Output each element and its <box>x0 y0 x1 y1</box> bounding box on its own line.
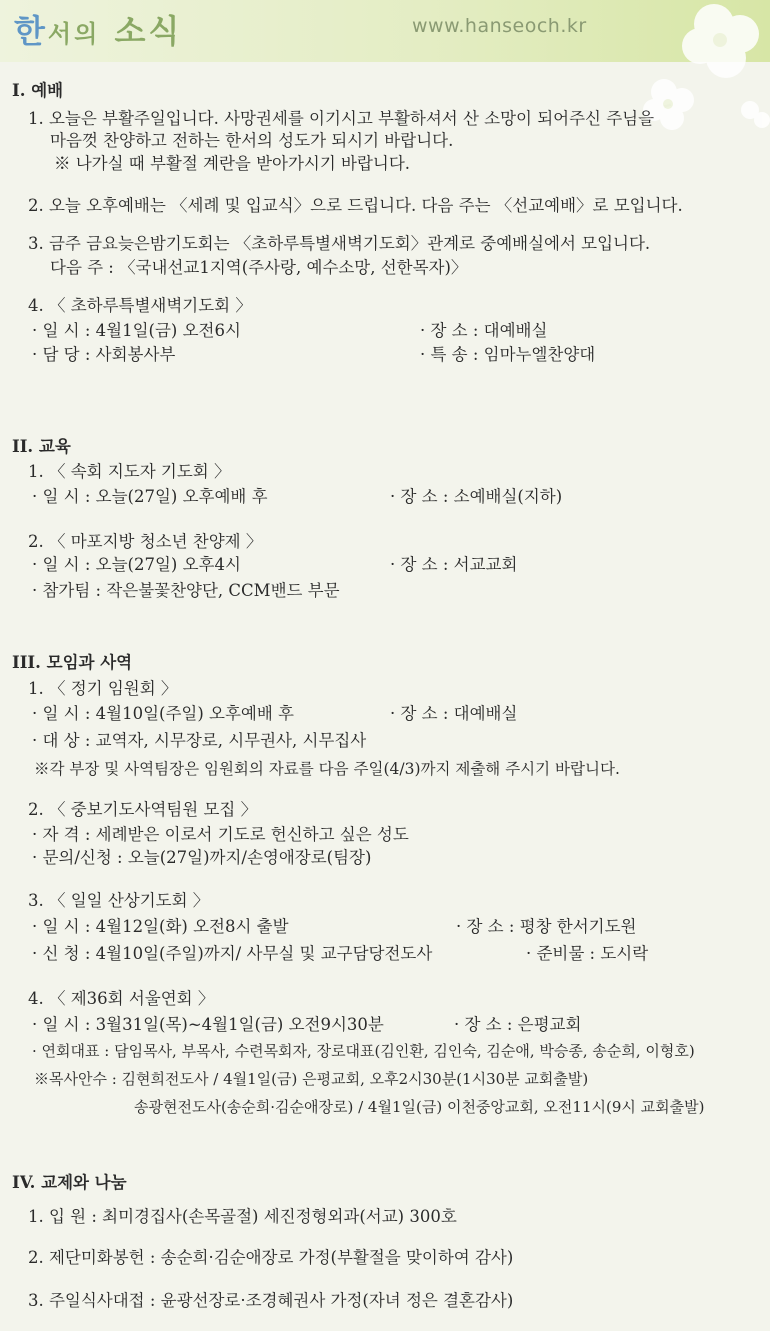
detail-line: · 참가팀 : 작은불꽃찬양단, CCM밴드 부문 <box>32 581 340 600</box>
list-item-heading: 3. 〈 일일 산상기도회 〉 <box>28 891 210 910</box>
detail-line: · 장 소 : 소예배실(지하) <box>390 487 563 506</box>
list-item: 3. 금주 금요늦은밤기도회는 〈초하루특별새벽기도회〉관계로 중예배실에서 모입니다. <box>28 234 651 253</box>
detail-line: · 일 시 : 3월31일(목)~4월1일(금) 오전9시30분 <box>32 1015 384 1034</box>
title-middle: 서의 <box>47 20 101 48</box>
list-item: 다음 주 : 〈국내선교1지역(주사랑, 예수소망, 선한목자)〉 <box>50 258 468 277</box>
detail-line: · 자 격 : 세례받은 이로서 기도로 헌신하고 싶은 성도 <box>32 825 409 844</box>
detail-line: · 준비물 : 도시락 <box>526 944 649 963</box>
section-title-fellowship: IV. 교제와 나눔 <box>12 1173 127 1192</box>
detail-line: · 장 소 : 대예배실 <box>390 704 518 723</box>
list-item-heading: 2. 〈 중보기도사역팀원 모집 〉 <box>28 800 258 819</box>
detail-line: · 특 송 : 임마누엘찬양대 <box>420 345 596 364</box>
list-item: 마음껏 찬양하고 전하는 한서의 성도가 되시기 바랍니다. <box>50 131 454 150</box>
list-item-heading: 4. 〈 초하루특별새벽기도회 〉 <box>28 296 252 315</box>
list-item-heading: 4. 〈 제36회 서울연회 〉 <box>28 989 215 1008</box>
list-item: 2. 오늘 오후예배는 〈세례 및 입교식〉으로 드립니다. 다음 주는 〈선교예배〉로 모입니다. <box>28 196 683 215</box>
title-last: 소식 <box>100 12 183 50</box>
detail-line: · 대 상 : 교역자, 시무장로, 시무권사, 시무집사 <box>32 731 367 750</box>
detail-line: · 장 소 : 대예배실 <box>420 321 548 340</box>
detail-line: · 장 소 : 서교교회 <box>390 555 518 574</box>
detail-line: · 장 소 : 평창 한서기도원 <box>456 917 637 936</box>
detail-line: · 장 소 : 은평교회 <box>454 1015 582 1034</box>
detail-line: · 연회대표 : 담임목사, 부목사, 수련목회자, 장로대표(김인환, 김인숙, 김순애, 박승종, 송순희, 이형호) <box>32 1042 695 1060</box>
detail-line: · 문의/신청 : 오늘(27일)까지/손영애장로(팀장) <box>32 848 372 867</box>
detail-line: · 일 시 : 오늘(27일) 오후4시 <box>32 555 241 574</box>
detail-line: · 일 시 : 4월1일(금) 오전6시 <box>32 321 241 340</box>
section-title-worship: I. 예배 <box>12 81 64 100</box>
note: ※목사안수 : 김현희전도사 / 4월1일(금) 은평교회, 오후2시30분(1시30분 교회출발) <box>34 1070 589 1088</box>
site-url[interactable]: www.hanseoch.kr <box>412 15 587 37</box>
list-item: 3. 주일식사대접 : 윤광선장로·조경혜권사 가정(자녀 정은 결혼감사) <box>28 1291 514 1310</box>
note: 송광현전도사(송순희·김순애장로) / 4월1일(금) 이천중앙교회, 오전11시(9시 교회출발) <box>134 1098 705 1116</box>
detail-line: · 일 시 : 4월12일(화) 오전8시 출발 <box>32 917 289 936</box>
list-item-heading: 1. 〈 정기 임원회 〉 <box>28 679 178 698</box>
detail-line: · 일 시 : 오늘(27일) 오후예배 후 <box>32 487 268 506</box>
detail-line: · 신 청 : 4월10일(주일)까지/ 사무실 및 교구담당전도사 <box>32 944 433 963</box>
list-item: 1. 오늘은 부활주일입니다. 사망권세를 이기시고 부활하셔서 산 소망이 되어주신 주님을 <box>28 109 655 128</box>
list-item-heading: 2. 〈 마포지방 청소년 찬양제 〉 <box>28 532 263 551</box>
list-item-heading: 1. 〈 속회 지도자 기도회 〉 <box>28 462 231 481</box>
title-first-char: 한 <box>14 12 48 50</box>
detail-line: · 일 시 : 4월10일(주일) 오후예배 후 <box>32 704 294 723</box>
note: ※ 나가실 때 부활절 계란을 받아가시기 바랍니다. <box>54 154 411 173</box>
section-title-education: II. 교육 <box>12 437 71 456</box>
section-title-meetings: III. 모임과 사역 <box>12 653 133 672</box>
detail-line: · 담 당 : 사회봉사부 <box>32 345 176 364</box>
list-item: 1. 입 원 : 최미경집사(손목골절) 세진정형외과(서교) 300호 <box>28 1207 457 1226</box>
list-item: 2. 제단미화봉헌 : 송순희·김순애장로 가정(부활절을 맞이하여 감사) <box>28 1248 514 1267</box>
note: ※각 부장 및 사역팀장은 임원회의 자료를 다음 주일(4/3)까지 제출해 주시기 바랍니다. <box>34 760 620 778</box>
